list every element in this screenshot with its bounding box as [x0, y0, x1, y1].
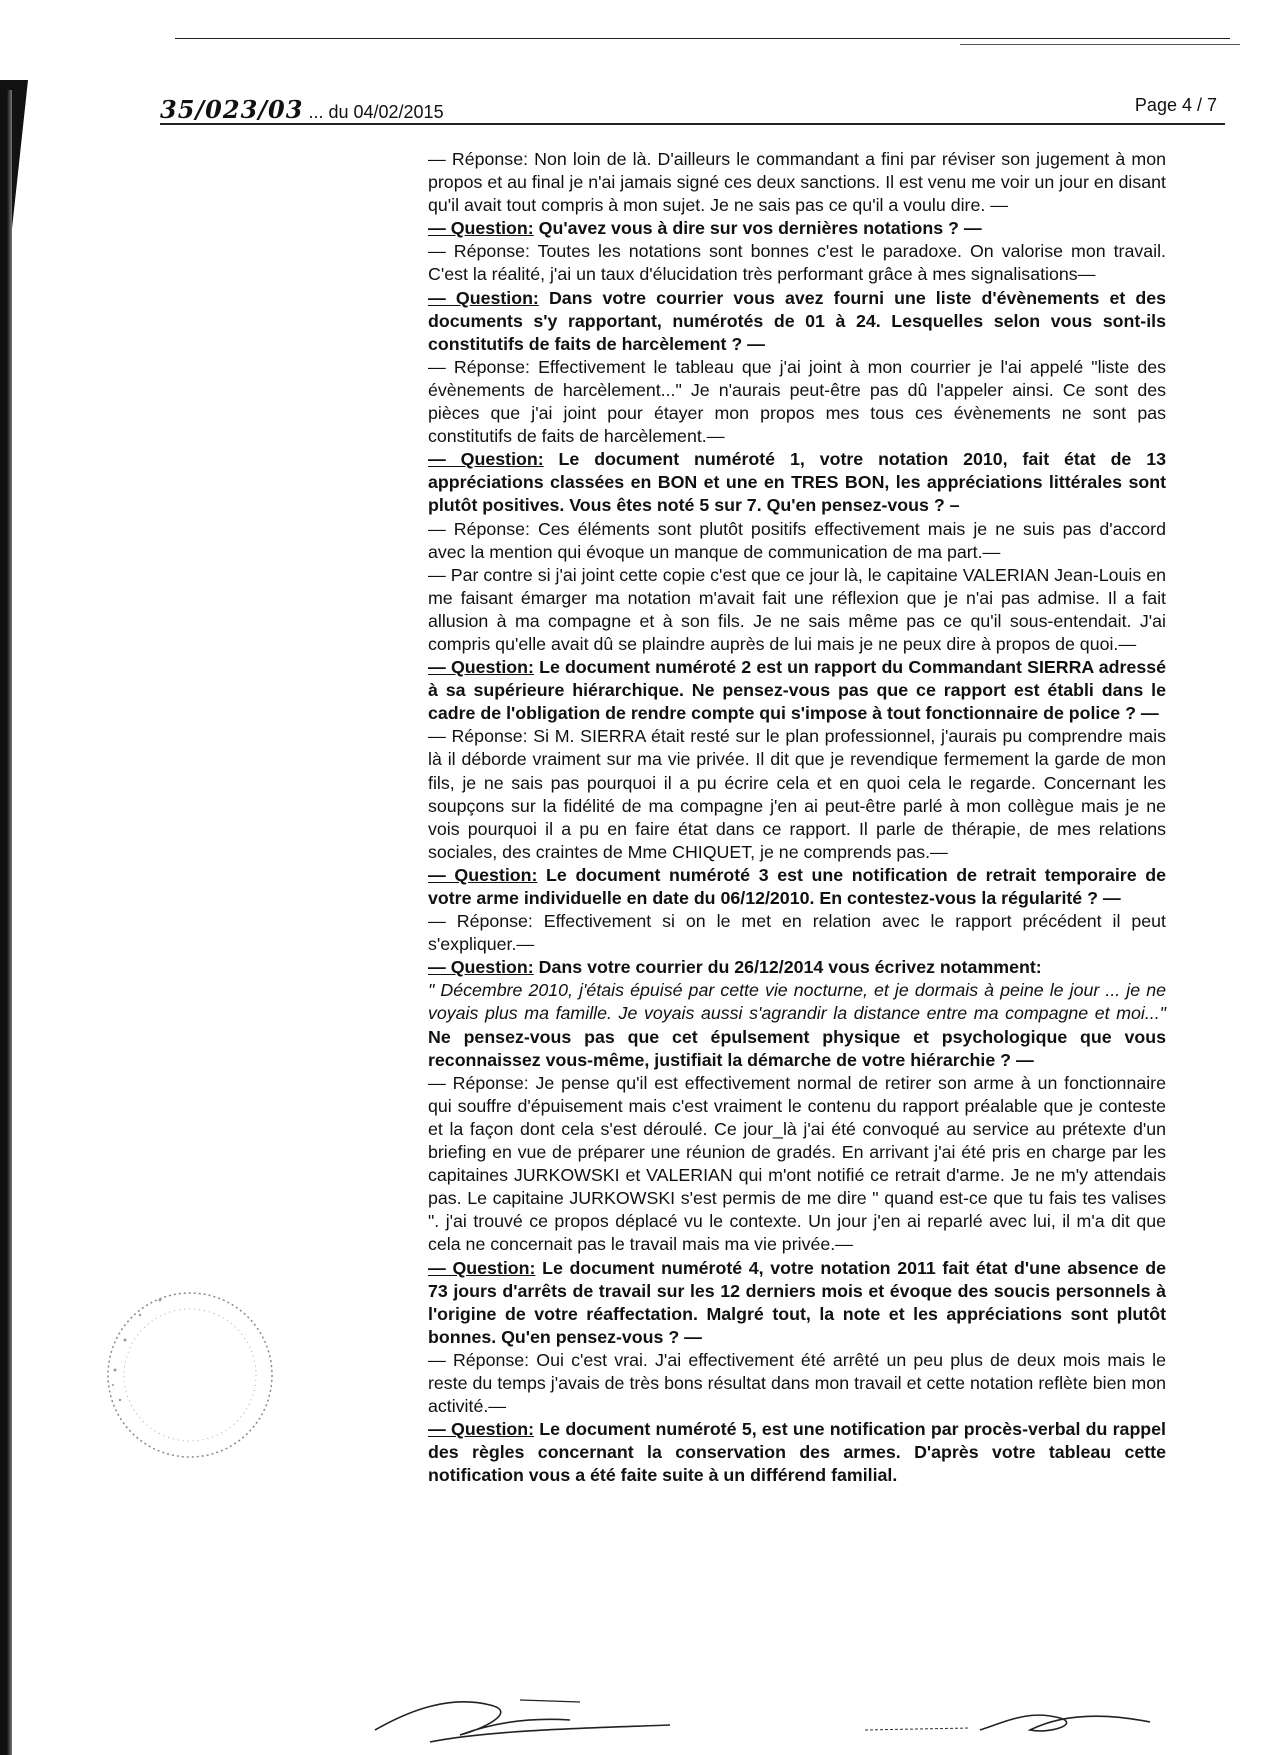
quoted-letter-excerpt: " Décembre 2010, j'étais épuisé par cette vie nocturne, et je dormais à peine le jour ... je ne voyais plus ma famille. Je voyais aussi s'agrandir la distance entre ma compagne et moi..." [428, 980, 1166, 1024]
question-text: Dans votre courrier du 26/12/2014 vous écrivez notamment: [533, 957, 1042, 978]
top-rule [175, 38, 1230, 39]
answer-paragraph: — Par contre si j'ai joint cette copie c'est que ce jour là, le capitaine VALERIAN Jean-Louis en me faisant émarger ma notation m'avait fait une réflexion que je n'ai pas admise. Il a fait allusion à ma compagne et à son fils. Je ne sais même pas ce qu'il sous-entendait. J'ai compris qu'elle avait dû se plaindre auprès de lui mais je ne peux dire à propos de quoi.— [428, 564, 1166, 654]
question-text: Qu'avez vous à dire sur vos dernières notations ? — [533, 218, 982, 239]
document-date: du 04/02/2015 [328, 102, 444, 122]
question-label: — Question: [428, 287, 539, 308]
question-text: Le document numéroté 1, votre notation 2010, fait état de 13 appréciations classées en BON et une en TRES BON, les appréciations littérales sont plutôt positives. Vous êtes noté 5 sur 7. Qu'en pensez-vous ? – [428, 449, 1166, 516]
scan-edge-bar [0, 90, 12, 1755]
question-label: — Question: [428, 218, 534, 239]
question-paragraph [428, 864, 1166, 910]
question-paragraph [428, 287, 1166, 356]
signature-right [860, 1700, 1160, 1745]
signature-left [370, 1690, 690, 1750]
document-reference: 35/023/03 ... du 04/02/2015 [160, 95, 444, 124]
question-paragraph [428, 1418, 1166, 1487]
question-text: Le document numéroté 3 est une notification de retrait temporaire de votre arme individuelle en date du 06/12/2010. En contestez-vous la régularité ? — [428, 864, 1166, 908]
answer-paragraph: — Réponse: Effectivement si on le met en relation avec le rapport précédent il peut s'expliquer.— [428, 911, 1166, 955]
question-label: — Question: [428, 864, 538, 885]
page-header [160, 91, 1225, 125]
question-text: Le document numéroté 4, votre notation 2011 fait état d'une absence de 73 jours d'arrêts de travail sur les 12 derniers mois et évoque des soucis personnels à l'origine de votre réaffectation. Malgré tout, la note et les appréciations sont plutôt bonnes. Qu'en pensez-vous ? — [428, 1257, 1166, 1347]
question-label: — Question: [428, 657, 534, 678]
answer-paragraph: — Réponse: Toutes les notations sont bonnes c'est le paradoxe. On valorise mon travail. C'est la réalité, j'ai un taux d'élucidation très performant grâce à mes signalisations— [428, 241, 1166, 285]
question-paragraph [428, 217, 1166, 240]
hearing-transcript [428, 148, 1166, 1487]
answer-paragraph: — Réponse: Non loin de là. D'ailleurs le commandant a fini par réviser son jugement à mon propos et au final je n'ai jamais signé ces deux sanctions. Il est venu me voir un jour en disant qu'il avait tout compris à mon sujet. Je ne sais pas ce qu'il a voulu dire. — [428, 149, 1166, 216]
question-text: Ne pensez-vous pas que cet épulsement physique et psychologique que vous reconnaissez vous-même, justifiait la démarche de votre hiérarchie ? — [428, 1026, 1166, 1070]
page-number: Page 4 / 7 [1134, 95, 1217, 115]
reference-number: 35/023/03 [160, 95, 304, 124]
official-stamp [85, 1270, 275, 1460]
question-label: — Question: [428, 957, 534, 978]
question-label: — Question: [428, 449, 544, 470]
quoted-question-paragraph [428, 979, 1166, 1071]
question-label: — Question: [428, 1419, 535, 1440]
question-paragraph [428, 656, 1166, 725]
answer-paragraph: — Réponse: Je pense qu'il est effectivement normal de retirer son arme à un fonctionnaire qui souffre d'épuisement mais c'est vraiment le contenu du rapport préalable que je conteste et la façon dont cela s'est déroulé. Ce jour_là j'ai été convoqué au service au prétexte d'un briefing en vue de préparer une réunion de gradés. En arrivant j'ai été pris en charge par les capitaines JURKOWSKI et VALERIAN qui m'ont notifié ce retrait d'arme. Je ne m'y attendais pas. Le capitaine JURKOWSKI s'est permis de me dire " quand est-ce que tu fais tes valises ". j'ai trouvé ce propos déplacé vu le contexte. Un jour j'en ai reparlé avec lui, il m'a dit que cela ne concernait pas le travail mais ma vie privée.— [428, 1072, 1166, 1255]
question-text: Le document numéroté 5, est une notification par procès-verbal du rappel des règles concernant la conservation des armes. D'après votre tableau cette notification vous a été faite suite à un différend familial. [428, 1419, 1166, 1486]
question-paragraph [428, 956, 1166, 979]
answer-paragraph: — Réponse: Si M. SIERRA était resté sur le plan professionnel, j'aurais pu comprendre mais là il déborde vraiment sur ma vie privée. Il dit que je revendique fermement la garde de mon fils, je ne sais pas pourquoi il a pu écrire cela et en quoi cela le regarde. Concernant les soupçons sur la fidélité de ma compagne j'en ai peut-être parlé à mon collègue mais je ne vois pourquoi il a pu en faire état dans ce rapport. Il parle de thérapie, de mes relations sociales, des craintes de Mme CHIQUET, je ne comprends pas.— [428, 726, 1166, 862]
question-paragraph [428, 448, 1166, 517]
answer-paragraph: — Réponse: Effectivement le tableau que j'ai joint à mon courrier je l'ai appelé "liste des évènements de harcèlement..." Je n'aurais peut-être pas dû l'appeler ainsi. Ce sont des pièces que j'ai joint pour étayer mon propos mes tous ces évènements ne sont pas constitutifs de faits de harcèlement.— [428, 356, 1166, 447]
top-rule-secondary [960, 44, 1240, 45]
question-text: Dans votre courrier vous avez fourni une liste d'évènements et des documents s'y rapportant, numérotés de 01 à 24. Lesquelles selon vous sont-ils constitutifs de faits de harcèlement ? — [428, 287, 1166, 354]
question-label: — Question: [428, 1257, 536, 1278]
question-paragraph [428, 1257, 1166, 1349]
answer-paragraph: — Réponse: Ces éléments sont plutôt positifs effectivement mais je ne suis pas d'accord avec la mention qui évoque un manque de communication de ma part.— [428, 518, 1166, 562]
question-text: Le document numéroté 2 est un rapport du Commandant SIERRA adressé à sa supérieure hiérarchique. Ne pensez-vous pas que ce rapport est établi dans le cadre de l'obligation de rendre compte qui s'impose à tout fonctionnaire de police ? — [428, 657, 1166, 724]
answer-paragraph: — Réponse: Oui c'est vrai. J'ai effectivement été arrêté un peu plus de deux mois mais le reste du temps j'avais de très bons résultat dans mon travail et cette notation reflète bien mon activité.— [428, 1349, 1166, 1417]
